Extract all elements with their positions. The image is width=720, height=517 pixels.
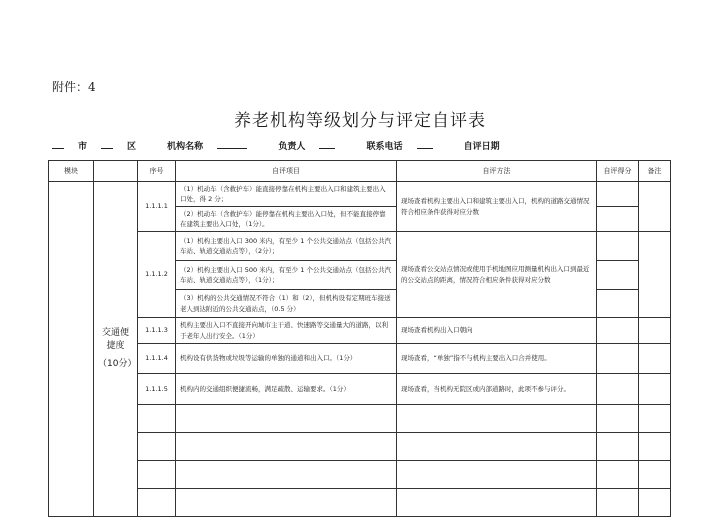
remark-cell[interactable] [639, 374, 671, 405]
header-blank [94, 161, 138, 182]
table-row [49, 232, 671, 261]
method-1-1-1-5: 现场查看，当机构无院区或内部道路时，此项不参与评分。 [397, 374, 597, 405]
remark-cell[interactable] [639, 182, 671, 232]
city-label: 市 [78, 142, 88, 152]
score-cell[interactable] [597, 433, 639, 461]
empty-cell [138, 461, 176, 489]
self-evaluation-table [48, 160, 671, 517]
empty-cell [397, 461, 597, 489]
score-cell[interactable] [597, 290, 639, 318]
table-row [49, 182, 671, 207]
method-1-1-1-4: 现场查看，“单独”指不与机构主要出入口合并使用。 [397, 344, 597, 374]
item-1-1-1-5: 机构内的交通组织便捷流畅，满足疏散、运输要求。（1分） [176, 374, 397, 405]
header-score: 自评得分 [597, 161, 639, 182]
score-cell[interactable] [597, 232, 639, 261]
city-blank [52, 139, 64, 149]
remark-cell[interactable] [639, 318, 671, 344]
module-name: 交通便捷度 [101, 328, 129, 351]
method-1-1-1-3: 现场查看机构出入口朝向 [397, 318, 597, 344]
item-1-1-1-4: 机构设有供货物或垃圾等运输的单独的通道和出入口。（1分） [176, 344, 397, 374]
table-row-empty [49, 461, 671, 489]
empty-cell [176, 489, 397, 517]
header-module: 模块 [49, 161, 94, 182]
remark-cell[interactable] [639, 405, 671, 433]
table-row-empty [49, 489, 671, 517]
item-1-1-1-1-b: （2）机动车（含救护车）能停靠在机构主要出入口处，但不能直接停靠在建筑主要出入口处，（1分）。 [176, 207, 397, 232]
score-cell[interactable] [597, 405, 639, 433]
module-cell [49, 182, 94, 517]
item-1-1-1-2-a: （1）机构主要出入口 300 米内，有至少 1 个公共交通站点（包括公共汽车站、轨道交通站点等），（2分）； [176, 232, 397, 261]
header-remark: 备注 [639, 161, 671, 182]
empty-cell [138, 405, 176, 433]
phone-blank [417, 139, 433, 149]
district-blank [101, 139, 113, 149]
empty-cell [138, 433, 176, 461]
header-seq: 序号 [138, 161, 176, 182]
score-cell[interactable] [597, 344, 639, 374]
empty-cell [176, 433, 397, 461]
seq-1-1-1-1: 1.1.1.1 [138, 182, 176, 232]
empty-cell [397, 433, 597, 461]
district-label: 区 [127, 142, 137, 152]
remark-cell[interactable] [639, 461, 671, 489]
score-cell[interactable] [597, 182, 639, 207]
person-in-charge-label: 负责人 [278, 142, 306, 152]
header-item: 自评项目 [176, 161, 397, 182]
score-cell[interactable] [597, 261, 639, 290]
seq-1-1-1-5: 1.1.1.5 [138, 374, 176, 405]
remark-cell[interactable] [639, 344, 671, 374]
table-row [49, 318, 671, 344]
person-blank [319, 139, 335, 149]
header-method: 自评方法 [397, 161, 597, 182]
org-name-blank [217, 139, 247, 149]
org-name-label: 机构名称 [167, 142, 204, 152]
method-1-1-1-1: 现场查看机构主要出入口和建筑主要出入口，机构的道路交通情况符合相应条件获得对应分数 [397, 182, 597, 232]
empty-cell [138, 489, 176, 517]
remark-cell[interactable] [639, 433, 671, 461]
seq-1-1-1-2: 1.1.1.2 [138, 232, 176, 318]
item-1-1-1-1-a: （1）机动车（含救护车）能直接停靠在机构主要出入口和建筑主要出入口处，得 2 分； [176, 182, 397, 207]
phone-label: 联系电话 [366, 142, 403, 152]
item-1-1-1-2-c: （3）机构的公共交通情况不符合（1）和（2），但机构设有定期班车接送老人到达附近的公共交通站点，（0.5 分） [176, 290, 397, 318]
empty-cell [176, 461, 397, 489]
table-row-empty [49, 433, 671, 461]
score-cell[interactable] [597, 489, 639, 517]
module-points: （10分） [98, 359, 137, 370]
empty-cell [176, 405, 397, 433]
empty-cell [397, 405, 597, 433]
module-traffic-cell [94, 182, 138, 517]
empty-cell [397, 489, 597, 517]
self-eval-date-label: 自评日期 [463, 142, 500, 152]
score-cell[interactable] [597, 374, 639, 405]
method-1-1-1-2: 现场查看公交站点情况或使用手机地图应用测量机构出入口到最近的公交站点的距离，情况符合相应条件获得对应分数 [397, 232, 597, 318]
score-cell[interactable] [597, 461, 639, 489]
score-cell[interactable] [597, 207, 639, 232]
page-title: 养老机构等级划分与评定自评表 [234, 111, 486, 131]
table-row [49, 374, 671, 405]
item-1-1-1-2-b: （2）机构主要出入口 500 米内，有至少 1 个公共交通站点（包括公共汽车站、轨道交通站点等），（1分）； [176, 261, 397, 290]
remark-cell[interactable] [639, 232, 671, 318]
annex-label: 附件：4 [52, 80, 96, 94]
seq-1-1-1-4: 1.1.1.4 [138, 344, 176, 374]
score-cell[interactable] [597, 318, 639, 344]
table-row [49, 344, 671, 374]
seq-1-1-1-3: 1.1.1.3 [138, 318, 176, 344]
table-header-row [49, 161, 671, 182]
remark-cell[interactable] [639, 489, 671, 517]
form-meta-line [52, 139, 528, 152]
table-row-empty [49, 405, 671, 433]
item-1-1-1-3: 机构主要出入口不直接开向城市主干道、快速路等交通量大的道路，以利于老年人出行安全。（1分） [176, 318, 397, 344]
